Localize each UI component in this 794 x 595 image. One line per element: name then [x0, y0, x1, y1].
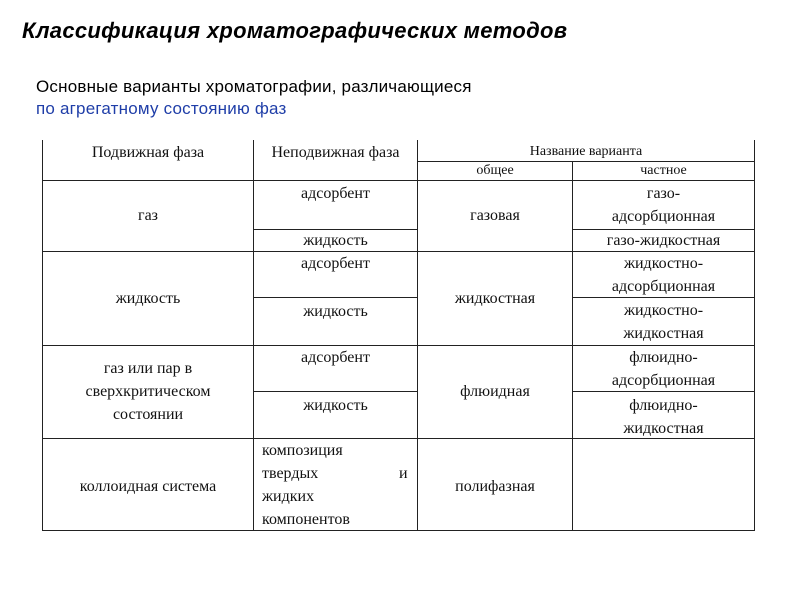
table-line-header-bottom — [42, 180, 755, 181]
header-mobile-phase: Подвижная фаза — [91, 144, 205, 161]
row-colloid-stationary-4: жидких — [262, 488, 315, 505]
row-gas-particular-2: газо-жидкостная — [606, 232, 721, 249]
header-variant-name: Название варианта — [529, 144, 643, 159]
subtitle-line-2: по агрегатному состоянию фаз — [36, 99, 287, 118]
row-colloid-general: полифазная — [455, 478, 535, 495]
row-liquid-stationary-adsorbent: адсорбент — [301, 255, 370, 272]
row-fluid-stationary-liquid: жидкость — [303, 397, 368, 414]
table-line-header-split — [417, 161, 755, 162]
row-fluid-stationary-adsorbent: адсорбент — [301, 349, 370, 366]
row-liquid-particular-1a: жидкостно- — [623, 255, 704, 272]
row-fluid-particular-1b: адсорбционная — [611, 372, 716, 389]
row-gas-stationary-adsorbent: адсорбент — [301, 185, 370, 202]
row-fluid-general: флюидная — [460, 383, 530, 400]
row-liquid-particular-2a: жидкостно- — [623, 302, 704, 319]
header-general: общее — [476, 163, 514, 178]
row-colloid-stationary-3: и — [399, 465, 408, 482]
row-gas-mobile: газ — [138, 207, 158, 224]
table-line-r3-sub — [253, 391, 418, 392]
table-line-bottom — [42, 530, 755, 531]
row-fluid-mobile-3: состоянии — [112, 406, 184, 423]
table-divider-col2 — [417, 140, 418, 530]
row-gas-particular-1a: газо- — [646, 185, 681, 202]
table-line-r2-sub — [253, 297, 418, 298]
row-colloid-stationary-2: твердых — [262, 465, 319, 482]
table-border-left — [42, 140, 43, 530]
row-colloid-mobile: коллоидная система — [79, 478, 217, 495]
row-gas-particular-1b: адсорбционная — [611, 208, 716, 225]
header-stationary-phase: Неподвижная фаза — [271, 144, 400, 161]
row-liquid-particular-1b: адсорбционная — [611, 278, 716, 295]
page-title: Классификация хроматографических методов — [22, 18, 568, 43]
row-gas-general: газовая — [470, 207, 520, 224]
row-liquid-general: жидкостная — [454, 290, 536, 307]
row-colloid-stationary-5: компонентов — [262, 511, 350, 528]
row-liquid-mobile: жидкость — [115, 290, 181, 307]
row-fluid-mobile-2: сверхкритическом — [85, 383, 211, 400]
row-gas-stationary-liquid: жидкость — [303, 232, 368, 249]
row-liquid-stationary-liquid: жидкость — [303, 303, 368, 320]
row-fluid-particular-2a: флюидно- — [629, 397, 698, 414]
row-liquid-particular-2b: жидкостная — [623, 325, 704, 342]
row-fluid-mobile-1: газ или пар в — [103, 360, 193, 377]
row-fluid-particular-2b: жидкостная — [623, 420, 704, 437]
subtitle-line-1: Основные варианты хроматографии, различающиеся — [36, 77, 472, 96]
header-particular: частное — [640, 163, 687, 178]
table-border-right — [754, 140, 755, 530]
row-colloid-stationary-1: композиция — [262, 442, 343, 459]
row-fluid-particular-1a: флюидно- — [629, 349, 698, 366]
